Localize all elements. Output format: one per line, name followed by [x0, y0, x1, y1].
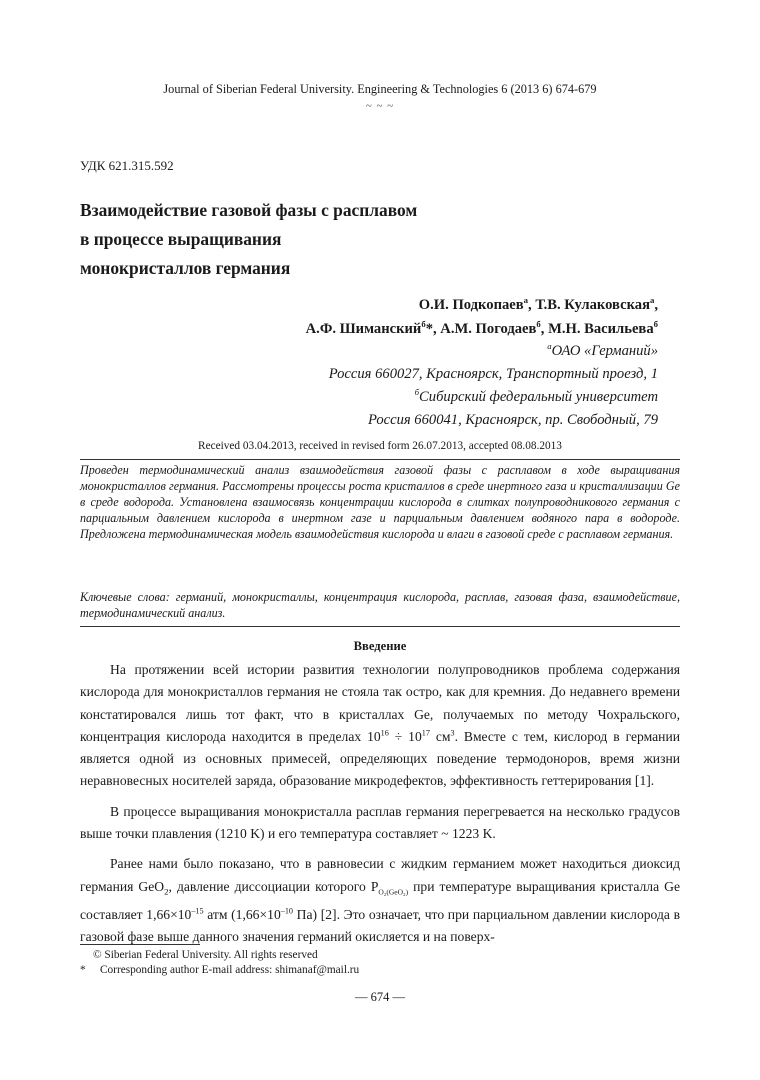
affiliation-address: Россия 660041, Красноярск, пр. Свободный, 79 [367, 412, 658, 428]
author-line: А.Ф. Шиманский$^б$*, А.М. Погодаев$^б$, М.Н. Васильева$^б$ [305, 319, 658, 337]
copyright-footnote: © Siberian Federal University. All rights reserved [93, 949, 318, 961]
paragraph: Ранее нами было показано, что в равновесии с жидким германием может находиться диоксид германия GeO$_2$, давление диссоциации которого $P_{O_2(GeO_2)}$ при температуре выращивания кристалла Ge составляет $1,66\times 10^{-15}$ атм ($1,66\times 10^{-10}$ Па) [2]. Это означает, что при парциальном давлении кислорода в газовой фазе выше данного значения германий окисляется и на поверх- [80, 856, 680, 944]
corresponding-footnote [80, 964, 359, 976]
affiliation-org [329, 386, 658, 409]
affil-marker: б [421, 319, 426, 330]
corresponding-marker: * [425, 321, 433, 337]
divider [80, 459, 680, 460]
paragraph: В процессе выращивания монокристалла расплав германия перегревается на несколько градусов выше точки плавления (1210 K) и его температура составляет ~ 1223 K. [80, 803, 680, 842]
paragraph: На протяжении всей истории развития технологии полупроводников проблема содержания кислорода для монокристаллов германия не стояла так остро, как для кремния. До недавнего времени констатировался лишь тот факт, что в кристаллах Ge, получаемых по методу Чохральского, концентрация кислорода находится в пределах $10^{16} \div 10^{17}$ $см^3$. Вместе с тем, кислород в германии является одной из основных примесей, определяющих поведение термодоноров, время жизни неравновесных носителей заряда, образование микродефектов, эффективность геттерирования [1]. [80, 662, 681, 789]
affiliation-org [329, 340, 658, 363]
author-line: О.И. Подкопаев$^а$, Т.В. Кулаковская$^а$, [418, 295, 658, 313]
affil-marker: б [414, 387, 420, 398]
author-name: М.Н. Васильева [548, 321, 654, 337]
author-list [306, 293, 658, 341]
section-title: Введение [353, 639, 407, 653]
title-line: Взаимодействие газовой фазы с расплавом [80, 200, 418, 220]
affiliation-address: Россия 660027, Красноярск, Транспортный проезд, 1 [328, 366, 658, 382]
title-line: в процессе выращивания [80, 229, 282, 249]
org-name: ОАО «Германий» [551, 343, 658, 359]
journal-header: Journal of Siberian Federal University. Engineering & Technologies 6 (2013 6) 674-679 [163, 82, 597, 96]
received-dates: Received 03.04.2013, received in revised form 26.07.2013, accepted 08.08.2013 [198, 440, 562, 452]
pressure-formula: $P_{O_2(GeO_2)}$ [370, 878, 409, 897]
author-name: Т.В. Кулаковская [535, 297, 650, 313]
footnote-divider [80, 944, 200, 945]
affil-marker: а [649, 295, 655, 306]
org-name: Сибирский федеральный университет [419, 389, 658, 405]
page-number: — 674 — [355, 990, 405, 1004]
udk-code: УДК 621.315.592 [80, 158, 174, 173]
author-name: О.И. Подкопаев [418, 297, 524, 313]
footnote-text: Corresponding author E-mail address: shimanaf@mail.ru [100, 964, 360, 976]
title-line: монокристаллов германия [80, 258, 291, 278]
author-name: А.Ф. Шиманский [305, 321, 422, 337]
footnote-marker: * [80, 964, 86, 976]
affil-marker: а [547, 341, 552, 352]
affil-marker: а [523, 295, 529, 306]
divider [80, 626, 680, 627]
paper-title [80, 196, 417, 283]
header-ornament: ~ ~ ~ [365, 100, 395, 112]
affil-marker: б [653, 319, 658, 330]
body-text [80, 659, 680, 948]
affiliations [329, 340, 658, 432]
affil-marker: б [536, 319, 541, 330]
abstract: Проведен термодинамический анализ взаимодействия газовой фазы с расплавом в ходе выращивания монокристаллов германия. Рассмотрены процессы роста кристаллов в среде инертного газа и кристаллизации Ge в среде водорода. Установлена взаимосвязь концентрации кислорода в слитках полупроводникового германия с парциальным давлением кислорода в инертном газе и парциальным давлением водяного пара в водороде. Предложена термодинамическая модель взаимодействия кислорода и влаги в газовой среде с расплавом германия. [80, 463, 680, 541]
keywords: Ключевые слова: германий, монокристаллы, концентрация кислорода, расплав, газовая фаза, взаимодействие, термодинамический анализ. [80, 590, 680, 620]
author-name: А.М. Погодаев [440, 321, 537, 337]
